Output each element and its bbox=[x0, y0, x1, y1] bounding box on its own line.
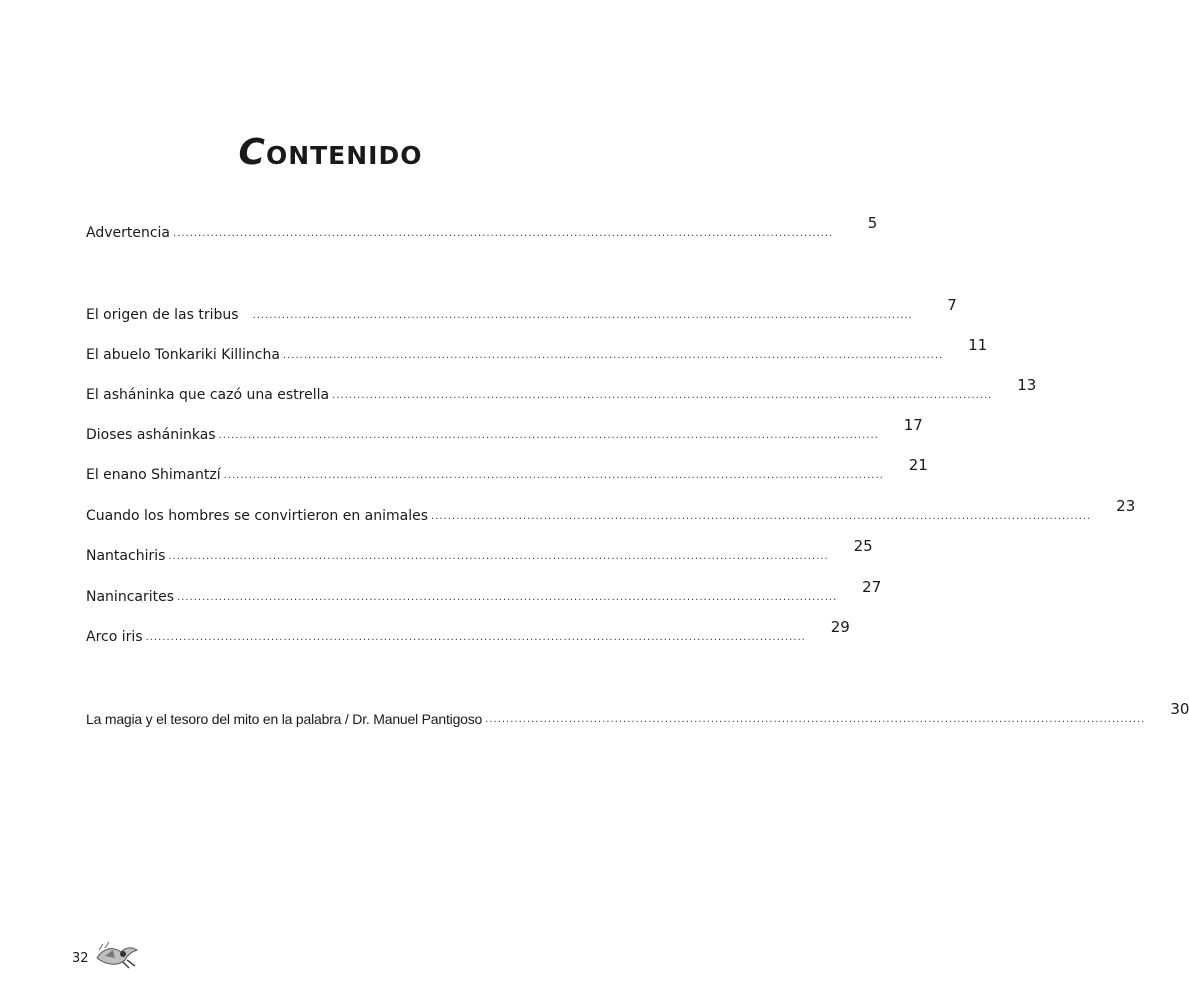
toc-entry-page: 29 bbox=[830, 618, 850, 636]
toc-entry-label: Nanincarites bbox=[86, 589, 175, 605]
toc-entry-page: 13 bbox=[1017, 376, 1037, 394]
toc-entry-label: La magia y el tesoro del mito en la palabra / Dr. Manuel Pantigoso bbox=[86, 711, 483, 727]
dot-leader: .............................................................................................................................................................. bbox=[485, 714, 1146, 725]
toc-entry-page: 25 bbox=[853, 537, 873, 555]
dot-leader: .............................................................................................................................................................. bbox=[168, 551, 829, 562]
toc-entry-hombres-animales[interactable] bbox=[86, 497, 1136, 524]
title-rest: ONTENIDO bbox=[265, 141, 423, 170]
title-initial: C bbox=[238, 132, 266, 173]
dot-leader: .............................................................................................................................................................. bbox=[223, 470, 884, 481]
toc-entry-page: 11 bbox=[968, 336, 988, 354]
page-title bbox=[0, 132, 661, 173]
dot-leader: .............................................................................................................................................................. bbox=[431, 511, 1092, 522]
toc-entry-ashaninka-estrella[interactable] bbox=[86, 376, 1037, 403]
dot-leader: .............................................................................................................................................................. bbox=[252, 310, 913, 321]
page-number: 32 bbox=[72, 951, 89, 966]
toc-entry-page: 17 bbox=[903, 416, 923, 434]
bird-ornament-icon bbox=[93, 940, 139, 974]
toc-entry-advertencia[interactable] bbox=[86, 214, 878, 241]
toc-entry-label: Nantachiris bbox=[86, 548, 166, 564]
toc-entry-label: El asháninka que cazó una estrella bbox=[86, 387, 330, 403]
toc-entry-label: Cuando los hombres se convirtieron en animales bbox=[86, 508, 429, 524]
dot-leader: .............................................................................................................................................................. bbox=[282, 350, 944, 361]
toc-entry-label: Advertencia bbox=[86, 225, 171, 241]
toc-entry-page: 5 bbox=[867, 214, 878, 232]
toc-entry-label: Arco iris bbox=[86, 629, 143, 645]
dot-leader: .............................................................................................................................................................. bbox=[332, 390, 993, 401]
toc-entry-nanincarites[interactable] bbox=[86, 578, 882, 605]
toc-entry-arco-iris[interactable] bbox=[86, 618, 850, 645]
toc-entry-enano-shimantzi[interactable] bbox=[86, 456, 928, 483]
dot-leader: .............................................................................................................................................................. bbox=[218, 430, 879, 441]
toc-entry-page: 21 bbox=[908, 456, 928, 474]
toc-entry-page: 7 bbox=[947, 296, 957, 314]
toc-entry-label: El origen de las tribus bbox=[86, 307, 239, 323]
toc-entry-abuelo-tonkariki[interactable] bbox=[86, 336, 988, 363]
toc-entry-label: El enano Shimantzí bbox=[86, 467, 221, 483]
dot-leader: .............................................................................................................................................................. bbox=[177, 592, 838, 603]
toc-entry-magia-tesoro-mito[interactable] bbox=[86, 700, 1189, 727]
toc-entry-page: 30 bbox=[1170, 700, 1189, 718]
dot-leader: .............................................................................................................................................................. bbox=[145, 632, 806, 643]
dot-leader: .............................................................................................................................................................. bbox=[173, 228, 834, 239]
toc-entry-label: El abuelo Tonkariki Killincha bbox=[86, 347, 280, 363]
toc-entry-nantachiris[interactable] bbox=[86, 537, 873, 564]
toc-entry-page: 27 bbox=[862, 578, 882, 596]
toc-entry-origen-tribus[interactable] bbox=[86, 296, 957, 323]
toc-entry-page: 23 bbox=[1116, 497, 1136, 515]
toc-entry-dioses-ashaninkas[interactable] bbox=[86, 416, 923, 443]
toc-entry-label: Dioses asháninkas bbox=[86, 427, 216, 443]
